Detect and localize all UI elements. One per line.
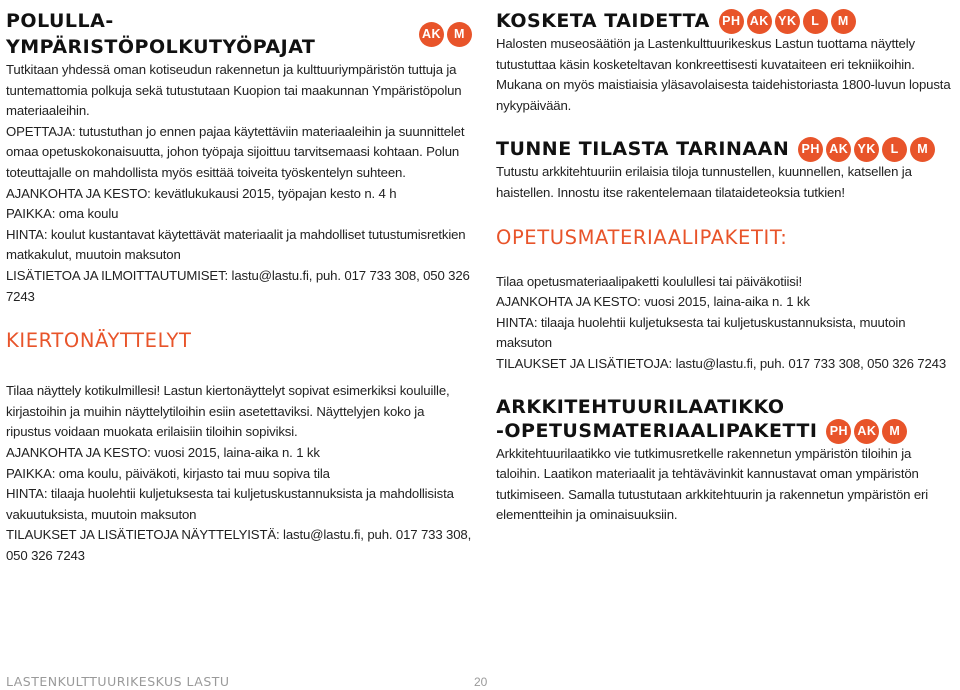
page-number: 20 [474,675,488,689]
info-ajankohta: AJANKOHTA JA KESTO: kevätlukukausi 2015, työpajan kesto n. 4 h [6,185,397,201]
section-title-polulla [6,8,472,60]
badge-m: M [882,419,907,444]
badge-ak: AK [419,22,444,47]
info-ajankohta: AJANKOHTA JA KESTO: vuosi 2015, laina-aika n. 1 kk [496,294,810,310]
section-title-tunne [496,136,956,162]
heading-line-1 [496,395,956,419]
section-title-opetus: OPETUSMATERIAALIPAKETIT: [496,225,788,249]
section-kosketa-taidetta [496,8,956,116]
section-kiertonayttelyt [6,327,472,566]
badge-ph: PH [826,419,851,444]
info-lisatietoa: LISÄTIETOA JA ILMOITTAUTUMISET: lastu@lastu.fi, puh. 017 733 308, 050 326 7243 [6,267,470,304]
section-title-arkki [496,395,956,444]
right-column [496,8,956,526]
badge-yk: YK [775,9,800,34]
paragraph-intro: Tilaa opetusmateriaalipaketti koulullesi tai päiväkotiisi! [496,273,803,289]
info-hinta: HINTA: koulut kustantavat käytettävät materiaalit ja mahdolliset tutustumisretkien matkakulut, muutoin maksuton [6,226,466,263]
badge-yk: YK [854,137,879,162]
info-paikka: PAIKKA: oma koulu [6,206,119,222]
badge-l: L [803,9,828,34]
heading-line-2 [496,419,956,444]
section-title-kiertonayttelyt: KIERTONÄYTTELYT [6,329,192,353]
section-title-kosketa [496,8,956,34]
info-hinta: HINTA: tilaaja huolehtii kuljetuksesta tai kuljetuskustannuksista ja mahdollisista vakuutuksista, muutoin maksuton [6,486,454,522]
badge-ak: AK [854,419,879,444]
paragraph-body: Arkkitehtuurilaatikko vie tutkimusretkelle rakennetun ympäristön tiloihin ja taloihin. Laatikon materiaalit ja tehtävävinkit kannustavat oman ympäristön tutkimiseen. Samalla tutustutaan arkkitehtuurin ja rakennetun ympäristön eri elementteihin ja ominaisuuksiin. [496,445,929,523]
paragraph-intro: Tilaa näyttely kotikulmillesi! Lastun kiertonäyttelyt sopivat esimerkiksi kouluille, kirjastoihin ja muihin näyttelytiloihin esiin asetettaviksi. Näyttelyjen koko ja ripustus voidaan muokata erilaisiin tiloihin sopiviksi. [6,383,450,440]
paragraph-body: Halosten museosäätiön ja Lastenkulttuurikeskus Lastun tuottama näyttely tutustuttaa käsin kosketeltavan konkreettisesti kuvataiteen eri tekniikoihin. Mukana on myös maistiaisia yläsavolaisesta taidehistoriasta 1800-luvun lopusta nykypäivään. [496,36,951,113]
badge-m: M [910,137,935,162]
heading-text: TUNNE TILASTA TARINAAN [496,138,790,161]
badge-ak: AK [747,9,772,34]
paragraph-body: Tutustu arkkitehtuuriin erilaisia tiloja tunnustellen, kuunnellen, katsellen ja haistellen. Innostu itse rakentelemaan tilataideteoksia tutkien! [496,164,912,200]
heading-text: -OPETUSMATERIAALIPAKETTI [496,420,818,443]
section-tunne-tilasta [496,136,956,203]
section-arkkitehtuurilaatikko [496,395,956,526]
info-tilaukset: TILAUKSET JA LISÄTIETOJA: lastu@lastu.fi, puh. 017 733 308, 050 326 7243 [496,355,947,371]
left-column [6,8,472,566]
footer-org: LASTENKULTTUURIKESKUS LASTU [6,674,230,689]
badge-ph: PH [798,137,823,162]
info-tilaukset: TILAUKSET JA LISÄTIETOJA NÄYTTELYISTÄ: lastu@lastu.fi, puh. 017 733 308, 050 326 7243 [6,527,472,563]
heading-text: ARKKITEHTUURILAATIKKO [496,395,785,418]
paragraph-opettaja: OPETTAJA: tutustuthan jo ennen pajaa käytettäviin materiaaleihin ja suunnittelet omaa opetuskokonaisuutta, johon työpaja sijoittuu tarvitsemaasi kohtaan. Polun toteuttajalle on mahdollista myös esittää toiveita työskentelyn suhteen. [6,123,465,180]
badge-m: M [831,9,856,34]
info-hinta: HINTA: tilaaja huolehtii kuljetuksesta tai kuljetuskustannuksista, muutoin maksuton [496,314,906,351]
badge-ph: PH [719,9,744,34]
heading-text: KOSKETA TAIDETTA [496,10,710,32]
info-paikka: PAIKKA: oma koulu, päiväkoti, kirjasto tai muu sopiva tila [6,465,330,481]
section-polulla [6,8,472,307]
section-opetusmateriaalipaketit [496,224,956,375]
badge-ak: AK [826,137,851,162]
info-ajankohta: AJANKOHTA JA KESTO: vuosi 2015, laina-aika n. 1 kk [6,444,320,460]
badge-l: L [882,137,907,162]
badge-m: M [447,22,472,47]
paragraph-intro: Tutkitaan yhdessä oman kotiseudun rakennetun ja kulttuuriympäristön tuttuja ja tuntemattomia polkuja sekä tutustutaan Kuopion tai maakunnan Ympäristöpolun materiaaleihin. [6,62,462,119]
heading-text: POLULLA-YMPÄRISTÖPOLKUTYÖPAJAT [6,10,316,58]
